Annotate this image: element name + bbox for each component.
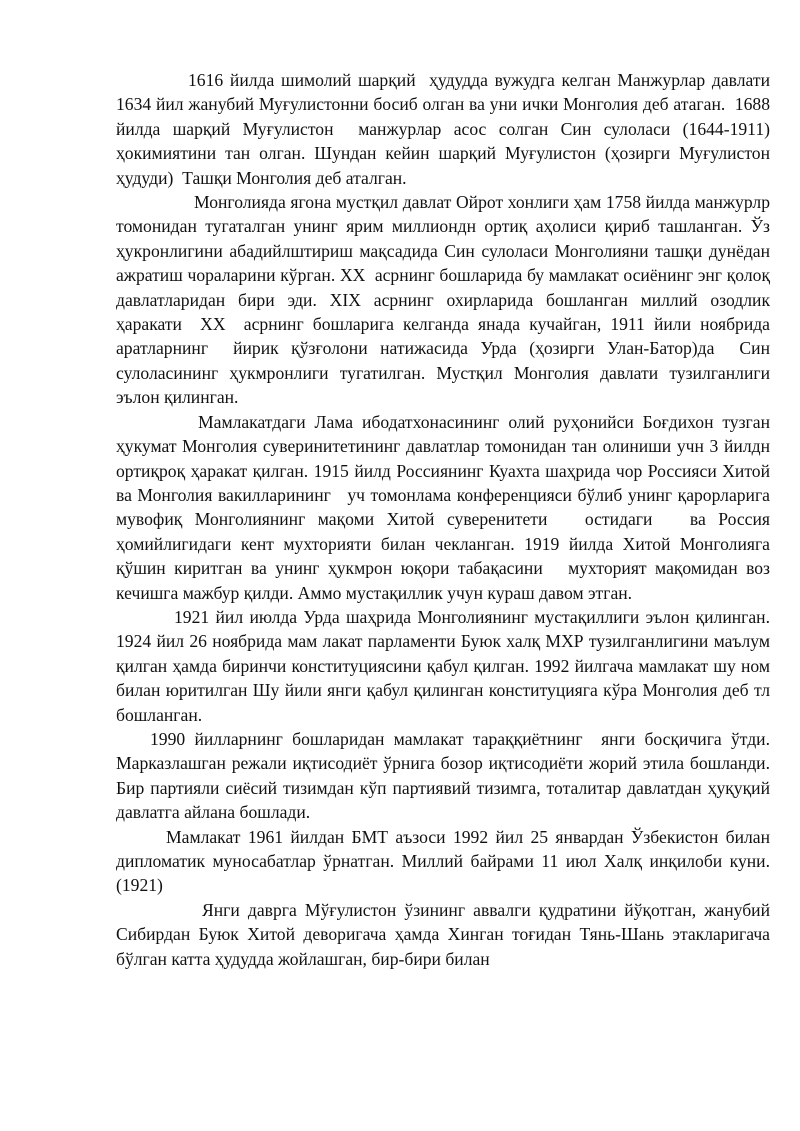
paragraph-7: Янги даврга Мўғулистон ўзининг аввалги қудратини йўқотган, жанубий Сибирдан Буюк Хитой деворигача ҳамда Хинган тоғидан Тянь-Шань этакларигача бўлган катта ҳудудда жойлашган, бир-бири билан xyxy=(116,899,775,969)
document-page xyxy=(116,68,779,971)
paragraph-4: 1921 йил июлда Урда шаҳрида Монголиянинг мустақиллиги эълон қилинган. 1924 йил 26 ноябрида мам лакат парламенти Буюк халқ МХР тузилганлигини маълум қилган ҳамда биринчи конституциясини қабул қилган. 1992 йилгача мамлакат шу ном билан юритилган Шу йили янги қабул қилинган конституцияга кўра Монголия деб тл бошланган. xyxy=(116,606,775,725)
paragraph-1: 1616 йилда шимолий шарқий ҳудудда вужудга келган Манжурлар давлати 1634 йил жанубий Муғулистонни босиб олган ва уни ички Монголия деб атаган. 1688 йилда шарқий Муғулистон манжурлар асос солган Син сулоласи (1644-1911) ҳокимиятини тан олган. Шундан кейин шарқий Муғулистон (ҳозирги Муғулистон ҳудуди) Ташқи Монголия деб аталган. xyxy=(116,70,779,188)
paragraph-3: Мамлакатдаги Лама ибодатхонасининг олий руҳонийси Боғдихон тузган ҳукумат Монголия суверинитетининг давлатлар томонидан тан олиниши учн 3 йилдн ортиқроқ ҳаракат қилган. 1915 йилд Россиянинг Куахта шаҳрида чор Россияси Хитой ва Монголия вакилларининг уч томонлама конференцияси бўлиб унинг қарорларига мувофиқ Монголиянинг мақоми Хитой суверенитети остидаги ва Россия ҳомийлигидаги кент мухторияти билан чекланган. 1919 йилда Хитой Монголияга қўшин киритган ва унинг ҳукмрон юқори табақасини мухторият мақомидан воз кечишга мажбур қилди. Аммо мустақиллик учун кураш давом этган. xyxy=(116,411,775,603)
paragraph-6: Мамлакат 1961 йилдан БМТ аъзоси 1992 йил 25 январдан Ўзбекистон билан дипломатик муносабатлар ўрнатган. Миллий байрами 11 июл Халқ инқилоби куни. (1921) xyxy=(116,826,775,896)
paragraph-5: 1990 йилларнинг бошларидан мамлакат тараққиётнинг янги босқичига ўтди. Марказлашган режали иқтисодиёт ўрнига бозор иқтисодиёти жорий этила бошланди. Бир партияли сиёсий тизимдан кўп партиявий тизимга, тоталитар давлатдан ҳуқуқий давлатга айлана бошлади. xyxy=(116,728,775,823)
paragraph-2: Монголияда ягона мустқил давлат Ойрот хонлиги ҳам 1758 йилда манжурлр томонидан тугаталган унинг ярим миллиондн ортиқ аҳолиси қириб ташланган. Ўз ҳукронлигини абадийлштириш мақсадида Син сулоласи Монголияни ташқи дунёдан ажратиш чораларини кўрган. XX асрнинг бошларида бу мамлакат осиёнинг энг қолоқ давлатларидан бири эди. XIX асрнинг охирларида бошланган миллий озодлик ҳаракати XX асрнинг бошларига келганда янада кучайган, 1911 йили ноябрида аратларнинг йирик қўзғолони натижасида Урда (ҳозирги Улан-Батор)да Син сулоласининг ҳукмронлиги тугатилган. Мустқил Монголия давлати тузилганлиги эълон қилинган. xyxy=(116,192,779,408)
